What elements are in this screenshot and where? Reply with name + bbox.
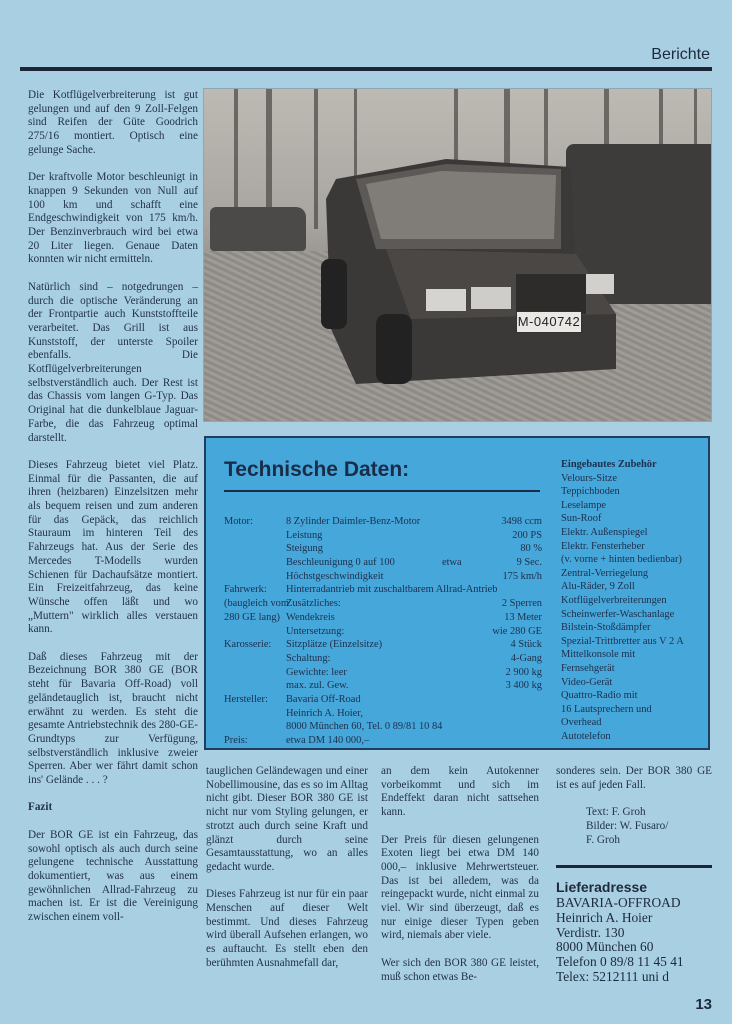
address-title: Lieferadresse [556, 879, 648, 895]
accessory-item: Elektr. Fensterheber [561, 540, 645, 552]
accessory-item: Fernsehgerät [561, 662, 615, 674]
spec-value [482, 720, 542, 734]
credit-line: F. Groh [586, 833, 620, 846]
spec-label: max. zul. Gew. [286, 680, 349, 692]
accessories-list [561, 458, 711, 743]
spec-row [224, 625, 542, 639]
accessory-item: Elektr. Außenspiegel [561, 526, 648, 538]
spec-label: 8 Zylinder Daimler-Benz-Motor [286, 516, 421, 527]
article-column-4 [556, 765, 712, 847]
accessories-title: Eingebautes Zubehör [561, 459, 657, 470]
spec-row [224, 666, 542, 680]
accessory-item: Scheinwerfer-Waschanlage [561, 608, 675, 620]
spec-qualifier [498, 583, 538, 597]
accessory-item: Autotelefon [561, 730, 611, 742]
spec-label: Höchstgeschwindigkeit [286, 570, 384, 582]
spec-label: Beschleunigung 0 auf 100 [286, 557, 395, 569]
spec-category [224, 625, 286, 639]
spec-category: Preis: [224, 735, 248, 746]
spec-row [224, 638, 542, 652]
tech-title-rule [224, 490, 540, 492]
spec-label: Heinrich A. Hoier, [286, 707, 363, 719]
spec-qualifier: etwa [442, 557, 462, 569]
spec-label: Wendekreis [286, 611, 335, 623]
address-line: Telefon 0 89/8 11 45 41 [556, 954, 684, 970]
spec-category [224, 542, 286, 556]
paragraph: Der kraftvolle Motor beschleunigt in knappen 9 Sekunden von Null auf 100 km und schafft eine Endgeschwindigkeit von 175 km/h. Der Benzinverbrauch wird bei etwa 20 Liter liegen. Genaue Daten konnten wir nicht ermitteln. [28, 171, 198, 266]
spec-category [224, 556, 286, 570]
accessory-item: (v. vorne + hinten bedienbar) [561, 554, 682, 566]
spec-row [224, 570, 542, 584]
spec-category [224, 570, 286, 584]
spec-category: 280 GE lang) [224, 611, 280, 623]
credit-line: Text: F. Groh [586, 806, 646, 819]
spec-category [224, 652, 286, 666]
spec-qualifier [442, 542, 482, 556]
spec-qualifier [442, 570, 482, 584]
spec-qualifier [442, 611, 482, 625]
paragraph: tauglichen Geländewagen und einer Nobellimousine, das es so im Alltag nicht gibt. Dieser BOR 380 GE ist nicht nur vom Styling gelungen, er strotzt auch durch seine Kraft und glänzt durch seine Gesamtausstattung, wo an alles gedacht wurde. [206, 765, 368, 873]
paragraph: Daß dieses Fahrzeug mit der Bezeichnung BOR 380 GE (BOR steht für Bavaria Off-Road) voll geländetauglich ist, braucht nicht erwähnt zu werden. Es steht die gesamte Antriebstechnik des 280-GE-Grundtyps zur Verfügung, selbstverständlich inklusive zweier Sperren. Aber wer fährt damit schon ins' Gelände . . . ? [28, 650, 198, 787]
section-label: Berichte [651, 46, 710, 63]
accessory-item: Video-Gerät [561, 676, 613, 688]
accessory-item: Overhead [561, 717, 602, 729]
spec-table [224, 515, 542, 748]
spec-category: Motor: [224, 516, 253, 527]
spec-qualifier [442, 666, 482, 680]
accessory-item: Quattro-Radio mit [561, 690, 638, 702]
spec-value: wie 280 GE [492, 625, 542, 637]
address-rule [556, 865, 712, 868]
vehicle-photo [203, 88, 712, 422]
spec-category [224, 720, 286, 734]
spec-category [224, 529, 286, 543]
fazit-heading: Fazit [28, 801, 53, 814]
spec-value: 13 Meter [504, 611, 542, 623]
spec-label: Sitzplätze (Einzelsitze) [286, 639, 383, 651]
spec-category [224, 666, 286, 680]
spec-qualifier [442, 693, 482, 707]
accessory-item: Leselampe [561, 499, 607, 511]
accessory-item: Kotflügelverbreiterungen [561, 594, 667, 606]
paragraph: Natürlich sind – notgedrungen – durch die optische Veränderung an der Frontpartie auch Kunststoffteile verarbeitet. Das Grill ist aus Kunststoff, der unterste Spoiler ebenfalls. Die Kotflügelverbreiterungen selbstverständlich auch. Der Rest ist das Chassis vom langen G-Typ. Das Original hat die dunkelblaue Jaguar-Farbe, die das Fahrzeug optimal darstellt. [28, 280, 198, 444]
article-column-1 [28, 89, 198, 925]
address-line: BAVARIA-OFFROAD [556, 895, 681, 910]
spec-row [224, 679, 542, 693]
paragraph: Dieses Fahrzeug ist nur für ein paar Menschen auf dieser Welt bestimmt. Und dieses Fahrzeug wird überall Aufsehen erlangen, wo es auftaucht. Es stellt eben den berühmten Ausnahmefall dar, [206, 888, 368, 969]
spec-value: 2 900 kg [505, 666, 542, 678]
credits [556, 806, 712, 847]
spec-qualifier [442, 679, 482, 693]
spec-qualifier [442, 597, 482, 611]
spec-label: Steigung [286, 543, 323, 555]
spec-label: Leistung [286, 529, 323, 541]
accessory-item: Zentral-Verriegelung [561, 567, 649, 579]
spec-row [224, 707, 542, 721]
accessory-item: Bilstein-Stoßdämpfer [561, 622, 651, 634]
accessory-item: Mittelkonsole mit [561, 649, 636, 661]
technical-data-box [204, 436, 710, 750]
spec-label: Bavaria Off-Road [286, 693, 361, 705]
spec-row [224, 652, 542, 666]
spec-value: 175 km/h [502, 570, 542, 582]
spec-value: 4 Stück [510, 639, 542, 651]
bor-380-ge-vehicle [316, 139, 636, 389]
spec-qualifier [442, 529, 482, 543]
page-number: 13 [695, 996, 712, 1013]
spec-label: etwa DM 140 000,– [286, 735, 370, 746]
spec-row [224, 734, 542, 748]
paragraph: Der BOR GE ist ein Fahrzeug, das sowohl optisch als auch durch seine gelungene technische Ausstattung dokumentiert, was aus einem gewöhnlichen Allrad-Fahrzeug zu machen ist. Er ist die Vereinigung zwischen einem voll- [28, 828, 198, 924]
spec-category: (baugleich vom [224, 598, 289, 610]
tech-title: Technische Daten: [224, 458, 410, 481]
spec-value: 2 Sperren [501, 598, 542, 610]
spec-value: 9 Sec. [516, 557, 542, 569]
spec-row [224, 720, 542, 734]
spec-category [224, 707, 286, 721]
accessory-item: Spezial-Trittbretter aus V 2 A [561, 635, 684, 647]
spec-value [482, 693, 542, 707]
background-car [210, 207, 306, 251]
article-column-3 [381, 765, 539, 984]
spec-value: 3498 ccm [501, 516, 542, 527]
spec-row [224, 529, 542, 543]
spec-row [224, 597, 542, 611]
spec-label: Hinterradantrieb mit zuschaltbarem Allrad-Antrieb [286, 584, 498, 596]
accessory-item: Teppichboden [561, 486, 620, 498]
spec-value: 200 PS [512, 529, 542, 541]
spec-row [224, 611, 542, 625]
spec-category [224, 679, 286, 693]
spec-value [482, 707, 542, 721]
spec-row [224, 515, 542, 529]
accessory-item: Alu-Räder, 9 Zoll [561, 581, 635, 593]
spec-category: Fahrwerk: [224, 584, 267, 596]
article-column-2 [206, 765, 368, 971]
spec-value: 3 400 kg [505, 680, 542, 692]
spec-qualifier [442, 625, 482, 639]
spec-value [482, 734, 542, 748]
paragraph: Dieses Fahrzeug bietet viel Platz. Einmal für die Passanten, die auf ihren (heizbaren) Einzelsitzen mehr als bequem reisen und zum anderen für das Gepäck, das reichlich Stauraum im hinteren Teil des Fahrzeugs hat. Aus der Serie des Mercedes T-Modells wurden Schienen für Dachaufsätze montiert. Ein Freizeitfahrzeug, das keine Wünsche offen läßt und wo „Muttern" wirklich alles verstauen kann. [28, 458, 198, 636]
paragraph: Die Kotflügelverbreiterung ist gut gelungen und auf den 9 Zoll-Felgen sind Reifen der Güte Goodrich 275/16 montiert. Optisch eine gelunge Sache. [28, 89, 198, 156]
address-line: 8000 München 60 [556, 939, 654, 955]
license-plate: M-040742 [516, 311, 582, 333]
credit-line: Bilder: W. Fusaro/ [586, 819, 669, 832]
spec-qualifier [442, 720, 482, 734]
spec-qualifier [442, 734, 482, 748]
paragraph: an dem kein Autokenner vorbeikommt und sich im Endeffekt daran nicht sattsehen kann. [381, 765, 539, 819]
address-line: Heinrich A. Hoier [556, 909, 653, 925]
paragraph: Wer sich den BOR 380 GE leistet, muß schon etwas Be- [381, 956, 539, 983]
header-rule [20, 67, 712, 71]
spec-qualifier [442, 707, 482, 721]
spec-category: Hersteller: [224, 693, 268, 705]
accessory-item: Velours-Sitze [561, 472, 617, 484]
spec-label: Untersetzung: [286, 625, 345, 637]
accessory-item: Sun-Roof [561, 513, 602, 525]
spec-value: 80 % [520, 543, 542, 555]
spec-label: Gewichte: leer [286, 666, 347, 678]
spec-row [224, 556, 542, 570]
accessory-item: 16 Lautsprechern und [561, 703, 652, 715]
address-line: Telex: 5212111 uni d [556, 968, 669, 984]
spec-row [224, 583, 542, 597]
spec-row [224, 693, 542, 707]
spec-row [224, 542, 542, 556]
spec-label: Zusätzliches: [286, 598, 341, 610]
spec-qualifier [442, 652, 482, 666]
spec-qualifier [442, 638, 482, 652]
spec-value: 4-Gang [510, 652, 542, 664]
spec-label: 8000 München 60, Tel. 0 89/81 10 84 [286, 721, 443, 733]
spec-qualifier [442, 515, 482, 529]
address-line: Verdistr. 130 [556, 924, 625, 940]
paragraph: Der Preis für diesen gelungenen Exoten liegt bei etwa DM 140 000,– inklusive Mehrwertsteuer. Das ist bei alledem, was da reingepackt wurde, nicht einmal zu viel. Wir sind überzeugt, daß es nur einige dieser Typen geben wird, niemals aber viele. [381, 833, 539, 942]
delivery-address [556, 879, 726, 985]
spec-label: Schaltung: [286, 652, 331, 664]
paragraph: sonderes sein. Der BOR 380 GE ist es auf jeden Fall. [556, 765, 712, 791]
spec-category: Karosserie: [224, 639, 272, 651]
